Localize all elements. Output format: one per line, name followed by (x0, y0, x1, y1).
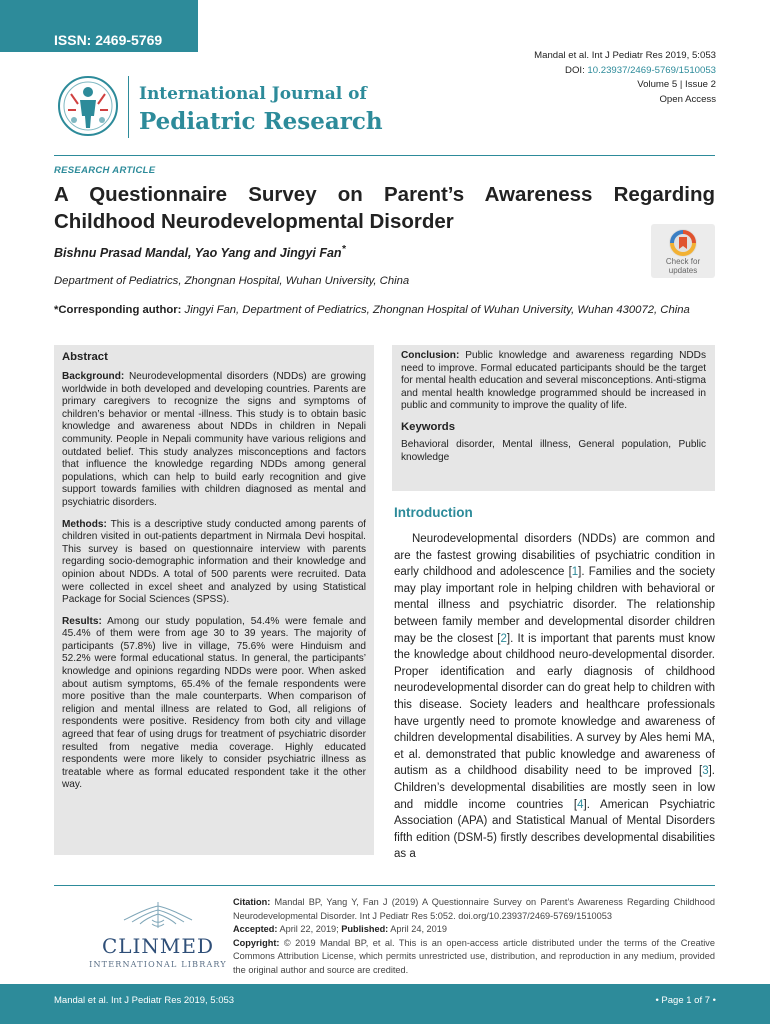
abstract-box (54, 345, 374, 855)
copyright: Copyright: © 2019 Mandal BP, et al. This is an open-access article distributed under the terms of the Creative Commons Attribution License, which permits unrestricted use, distribution, and reproduction in any medium, provided the original author and source are credited. (233, 937, 715, 975)
header-divider (128, 76, 129, 138)
publisher-name: CLINMED (101, 934, 215, 958)
access-line: Open Access (659, 93, 716, 105)
keywords-heading: Keywords (401, 420, 455, 433)
title-line2: Childhood Neurodevelopmental Disorder (54, 210, 454, 233)
journal-name-line2: Pediatric Research (139, 108, 383, 135)
citation: Citation: Mandal BP, Yang Y, Fan J (2019) A Questionnaire Survey on Parent’s Awareness Regarding Childhood Neurodevelopmental Disorder. Int J Pediatr Res 5:052. doi.org/10.23937/2469-5769/1510053 (233, 897, 715, 921)
doi-line: DOI: 10.23937/2469-5769/1510053 (565, 64, 716, 76)
footer-rule (54, 885, 715, 886)
ref-link[interactable]: 2 (500, 632, 507, 645)
abstract-box-continued (392, 345, 715, 491)
abstract-conclusion: Conclusion: Public knowledge and awareness regarding NDDs need to improve. Formal educated participants should be the target for mental health education and several misconceptions. Anti-stigma and mental health knowledge programmed should be increased in public and community to improve the quality of life. (401, 350, 706, 412)
abstract-results: Results: Among our study population, 54.4% were female and 45.4% of them were from age 30 to 39 years. The majority of participants (57.8%) live in village, 75.6% were Hinduism and 52.2% were formal educational status. In general, the participants’ knowledge and opinions regarding NDDs were poor. When asked about autism symptoms, 65.4% of the female respondents were more positive than the male counterparts. When comparison of religion and mental illness are related to God, all religions of respondents were positive. Residency from both city and village agreed that fear of using drugs for treatment of psychiatric disorder resulted from negative media coverage. Highly educated respondents were more likely to consider psychiatric illness as treatable where as formal educated respondent take it the other way. (62, 615, 366, 791)
volume-line: Volume 5 | Issue 2 (637, 79, 716, 91)
journal-logo-icon (54, 74, 122, 138)
article-type: RESEARCH ARTICLE (54, 165, 156, 176)
keywords: Behavioral disorder, Mental illness, General population, Public knowledge (401, 438, 706, 463)
ref-link[interactable]: 3 (702, 765, 709, 778)
abstract-methods: Methods: This is a descriptive study conducted among parents of children visited in out-patients department in Nirmala Devi hospital. This survey is based on questionnaire interview with parents regarding socio-demographic information and their knowledge and opinion about NDDs. A total of 500 parents were recruited. Data were collected in excel sheet and analyzed by using Statistical Package for Social Sciences (SPSS). (62, 518, 366, 606)
doi-link[interactable]: 10.23937/2469-5769/1510053 (587, 64, 716, 76)
ref-link[interactable]: 4 (577, 798, 584, 811)
introduction-text: Neurodevelopmental disorders (NDDs) are common and are the fastest growing disabilities of psychiatric condition in early childhood and adolescence [1]. Families and the society may play important role in helping children with behavioral or mental illness and psychiatric disorder. The relationship between family member and developmental disorder children may be the closest [2]. It is important that parents must know the knowledge about childhood neuro-developmental disorder. Proper identification and early diagnosis of childhood neurodevelopmental disorder can do great help to children with this disease. Society leaders and healthcare professionals have urgently need to promote knowledge and awareness of children developmental disabilities. A survey by Ales hemi MA, et al. demonstrated that public knowledge and awareness of autism as a childhood disability need to be improved [3]. Children’s developmental disabilities are mostly seen in low and middle income countries [4]. American Psychiatric Association (APA) and Statistical Manual of Mental Disorders fifth edition (DSM-5) firstly describes developmental disabilities as a (394, 533, 715, 861)
department: Department of Pediatrics, Zhongnan Hospital, Wuhan University, China (54, 275, 410, 287)
footer-citation: Mandal et al. Int J Pediatr Res 2019, 5:053 (54, 995, 235, 1006)
page-footer (0, 984, 770, 1024)
dates: Accepted: April 22, 2019; Published: April 24, 2019 (233, 924, 447, 935)
issn-text: ISSN: 2469-5769 (54, 32, 163, 48)
check-for-updates-icon (669, 229, 697, 257)
abstract-background: Background: Neurodevelopmental disorders (NDDs) are growing worldwide in both developed and developing countries. Parents are primary caregivers to recognize the signs and symptoms of children’s behavior or mental -illness. This study is to obtain basic knowledge and awareness about NDDs in children in Nepali community. People in Nepali community have various religions and outdated belief. This study analyzes misconceptions and factors that influence the knowledge regarding NDDs among general populations, which can help to build early recognition and give support towards families with children diagnosed as mental and psychiatric disorders. (62, 371, 366, 508)
article-title (54, 181, 715, 235)
check-for-updates-button[interactable] (651, 224, 715, 278)
journal-name-line1: International Journal of (139, 84, 367, 104)
ref-link[interactable]: 1 (571, 566, 579, 579)
title-line1: A Questionnaire Survey on Parent’s Awareness Regarding (54, 183, 715, 206)
issn-banner (0, 0, 198, 52)
check-for-updates-label: Check for updates (665, 257, 701, 275)
corresponding-author: *Corresponding author: Jingyi Fan, Department of Pediatrics, Zhongnan Hospital of Wuhan University, Wuhan 430072, China (54, 304, 690, 316)
introduction-heading: Introduction (394, 505, 473, 520)
header-rule (54, 155, 715, 156)
abstract-heading: Abstract (62, 351, 108, 363)
authors: Bishnu Prasad Mandal, Yao Yang and Jingyi Fan* (54, 244, 346, 261)
header-citation (534, 49, 716, 107)
citation-box (233, 896, 715, 978)
citation-line: Mandal et al. Int J Pediatr Res 2019, 5:053 (534, 50, 716, 61)
publisher-tagline: INTERNATIONAL LIBRARY (89, 960, 227, 969)
author-mark: * (341, 244, 346, 255)
clinmed-logo-icon (88, 898, 228, 970)
page-number: • Page 1 of 7 • (655, 995, 716, 1006)
